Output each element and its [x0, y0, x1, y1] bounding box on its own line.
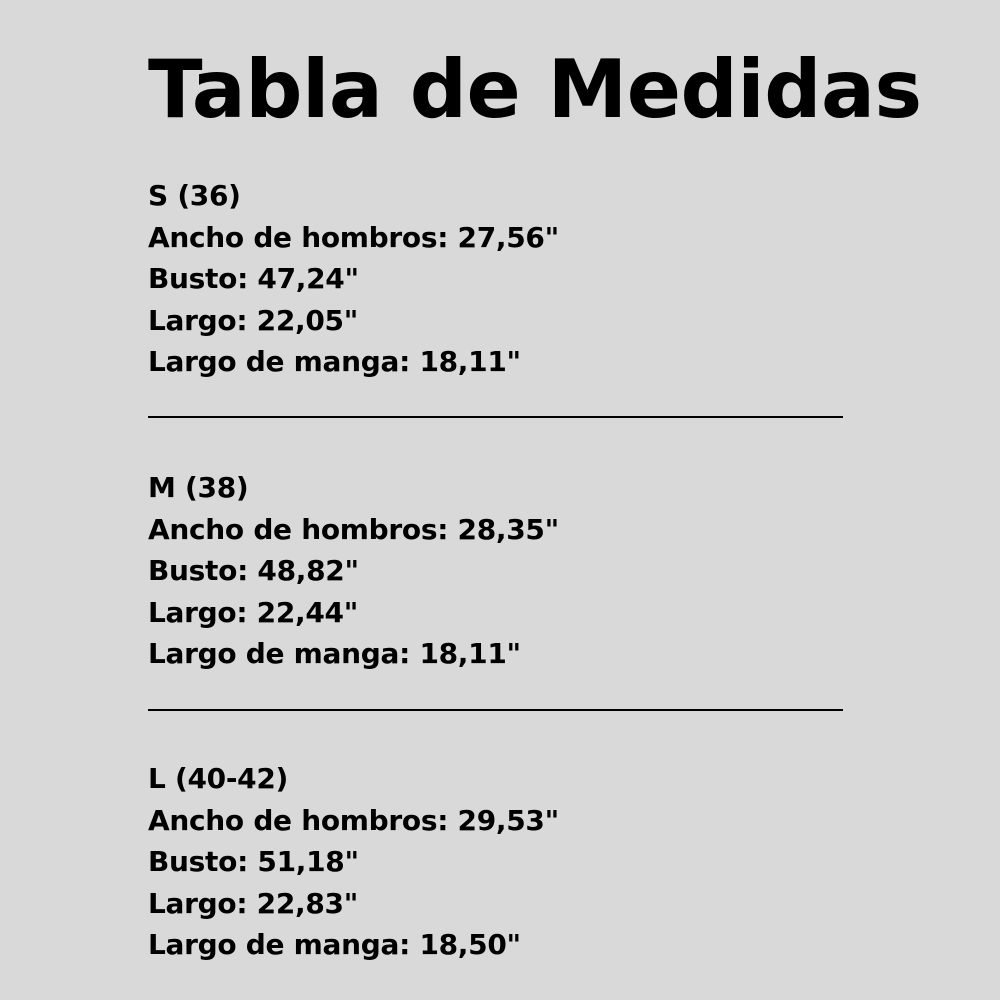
bust-measure: Busto: 48,82"	[148, 554, 359, 587]
size-name: M (38)	[148, 471, 249, 504]
size-name: L (40-42)	[148, 762, 289, 795]
sleeve-length: Largo de manga: 18,11"	[148, 637, 521, 670]
length-measure: Largo: 22,83"	[148, 886, 359, 920]
length-measure: Largo: 22,05"	[148, 303, 359, 337]
sleeve-length: Largo de manga: 18,50"	[148, 928, 521, 961]
size-block-m	[148, 467, 848, 675]
divider	[148, 709, 843, 711]
shoulder-width: Ancho de hombros: 28,35"	[148, 512, 559, 546]
size-name: S (36)	[148, 179, 241, 212]
size-block-l	[148, 758, 848, 966]
size-block-s	[148, 175, 848, 383]
sleeve-length: Largo de manga: 18,11"	[148, 345, 521, 378]
length-measure: Largo: 22,44"	[148, 595, 359, 629]
bust-measure: Busto: 51,18"	[148, 845, 359, 878]
divider	[148, 416, 843, 418]
shoulder-width: Ancho de hombros: 27,56"	[148, 220, 559, 254]
shoulder-width: Ancho de hombros: 29,53"	[148, 803, 559, 837]
bust-measure: Busto: 47,24"	[148, 262, 359, 295]
page-title: Tabla de Medidas	[148, 43, 922, 136]
